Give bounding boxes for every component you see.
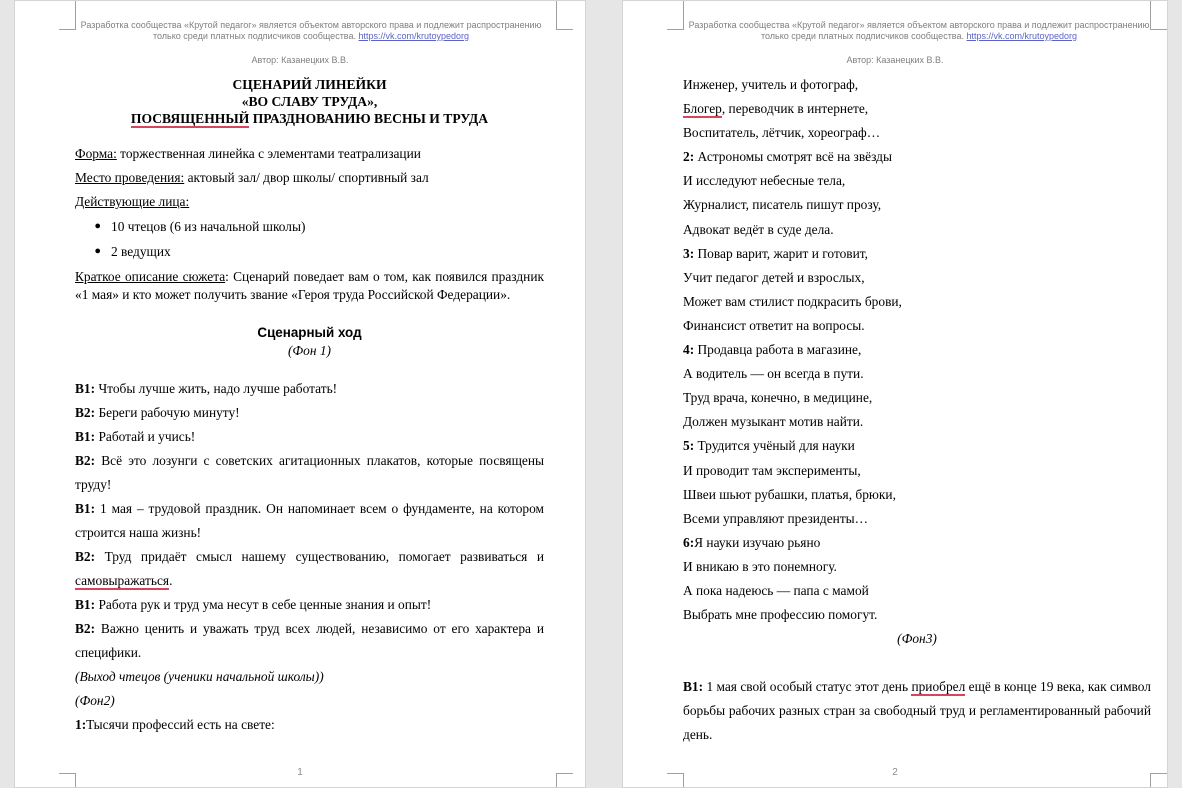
verse-text: Инженер, учитель и фотограф,: [683, 77, 859, 92]
verse-text: , переводчик в интернете,: [721, 101, 869, 117]
place-label: Место проведения:: [75, 170, 185, 185]
speaker-label: В1:: [75, 381, 96, 396]
verse-line: [683, 218, 1151, 242]
header-notice: [679, 20, 1159, 42]
dialogue-text: .: [169, 573, 173, 588]
verse-line: [683, 314, 1151, 338]
stage-direction: (Выход чтецов (ученики начальной школы)): [75, 669, 324, 684]
document-page-1: [14, 0, 586, 788]
header-notice-line2: только среди платных подписчиков сообщества.: [760, 31, 967, 41]
verse-line: [683, 266, 1151, 290]
verse-text: Я науки изучаю рьяно: [694, 534, 821, 550]
verse-text: Журналист, писатель пишут прозу,: [683, 197, 882, 213]
list-item: [75, 239, 544, 264]
dialogue-line: [683, 675, 1151, 747]
dialogue-text: 1 мая свой особый статус этот день: [703, 679, 912, 695]
community-link[interactable]: https://vk.com/krutoypedorg: [966, 31, 1078, 41]
verse-line: [683, 242, 1151, 266]
speaker-label: В2:: [75, 549, 96, 564]
header-notice-line2: только среди платных подписчиков сообщества.: [152, 31, 359, 41]
spellcheck-word[interactable]: самовыражаться: [75, 573, 170, 588]
verse-line: [683, 338, 1151, 362]
title-line-1: СЦЕНАРИЙ ЛИНЕЙКИ: [232, 77, 387, 92]
reader-number: 5:: [683, 438, 695, 454]
verse-line: [683, 579, 1151, 603]
verse-line: [683, 193, 1151, 217]
speaker-label: В2:: [75, 453, 96, 468]
verse-line: [683, 145, 1151, 169]
verse-line: [683, 121, 1151, 145]
cast-label: Действующие лица:: [75, 194, 190, 209]
dialogue-line: [75, 497, 544, 545]
cast-item: 10 чтецов (6 из начальной школы): [111, 219, 306, 234]
verse-text: Учит педагог детей и взрослых,: [683, 269, 865, 285]
form-label: Форма:: [75, 146, 117, 161]
dialogue-line: [75, 377, 544, 401]
verse-text: Астрономы смотрят всё на звёзды: [694, 149, 892, 165]
verse-text: Адвокат ведёт в суде дела.: [683, 221, 834, 237]
verse-line: [683, 410, 1151, 434]
verse-text: Труд врача, конечно, в медицине,: [683, 390, 873, 406]
verse-line: [683, 507, 1151, 531]
bullet-icon: ●: [94, 245, 101, 257]
margin-corner-mark: [556, 1, 573, 30]
section-title: Сценарный ход: [257, 325, 362, 340]
dialogue-text: Работай и учись!: [95, 429, 196, 444]
verse-text: И исследуют небесные тела,: [683, 173, 846, 189]
place-line: [75, 166, 544, 190]
bullet-icon: ●: [94, 220, 101, 232]
dialogue-line: [75, 593, 544, 617]
verse-text: Выбрать мне профессию помогут.: [683, 607, 878, 623]
verse-line: [683, 531, 1151, 555]
dialogue-text: Береги рабочую минуту!: [95, 405, 240, 420]
header-notice: [71, 20, 551, 42]
dialogue-text: Важно ценить и уважать труд всех людей, независимо от его характера и специфики.: [75, 621, 544, 660]
verse-text: Трудится учёный для науки: [694, 438, 855, 454]
verse-text: Воспитатель, лётчик, хореограф…: [683, 125, 881, 141]
verse-text: И вникаю в это понемногу.: [683, 558, 837, 574]
verse-line: [683, 555, 1151, 579]
plot-label: Краткое описание сюжета: [75, 269, 226, 284]
dialogue-line: [75, 449, 544, 497]
spellcheck-word[interactable]: Блогер: [683, 101, 722, 117]
verse-text: Повар варит, жарит и готовит,: [694, 245, 868, 261]
place-value: актовый зал/ двор школы/ спортивный зал: [184, 170, 429, 185]
background-note: (Фон3): [897, 631, 937, 647]
verse-line: [683, 290, 1151, 314]
verse-text: Всеми управляют президенты…: [683, 510, 869, 526]
dialogue-text: 1 мая – трудовой праздник. Он напоминает всем о фундаменте, на котором строится наша жизнь!: [75, 501, 544, 540]
author-line: Автор: Казанецких В.В.: [251, 55, 349, 65]
verse-text: А пока надеюсь — папа с мамой: [683, 582, 869, 598]
dialogue-text: Работа рук и труд ума несут в себе ценные знания и опыт!: [95, 597, 432, 612]
verse-line: [683, 386, 1151, 410]
dialogue-line: [75, 713, 544, 737]
verse-line: [683, 97, 1151, 121]
verse-line: [683, 362, 1151, 386]
reader-number: 2:: [683, 149, 695, 165]
dialogue-text: ещё в конце 19 века, как символ борьбы рабочих разных стран за свободный труд и регламентированный рабочий день.: [683, 679, 1151, 743]
list-item: [75, 214, 544, 239]
cast-item: 2 ведущих: [111, 244, 171, 259]
page-number: 2: [892, 767, 898, 778]
verse-text: Может вам стилист подкрасить брови,: [683, 293, 902, 309]
reader-number: 3:: [683, 245, 695, 261]
header-notice-line1: Разработка сообщества «Крутой педагог» является объектом авторского права и подлежит распространению: [80, 20, 542, 30]
reader-number: 6:: [683, 534, 695, 550]
plot-text: : Сценарий поведает вам о том, как появился праздник «1 мая» и кто может получить звание «Героя труда Российской Федерации».: [75, 269, 544, 302]
community-link[interactable]: https://vk.com/krutoypedorg: [358, 31, 470, 41]
author-line: Автор: Казанецких В.В.: [846, 55, 944, 65]
page-number: 1: [297, 767, 303, 778]
dialogue-line: [75, 425, 544, 449]
dialogue-line: [75, 617, 544, 665]
page2-content: [683, 73, 1151, 747]
dialogue-text: Чтобы лучше жить, надо лучше работать!: [95, 381, 338, 396]
speaker-label: 1:: [75, 717, 87, 732]
verse-text: И проводит там эксперименты,: [683, 462, 861, 478]
dialogue-text: Труд придаёт смысл нашему существованию, помогает развиваться и: [95, 549, 544, 564]
dialogue-text: Тысячи профессий есть на свете:: [86, 717, 275, 732]
verse-line: [683, 434, 1151, 458]
document-page-2: [622, 0, 1168, 788]
speaker-label: В1:: [683, 679, 704, 695]
background-note: (Фон2): [75, 693, 115, 708]
form-line: [75, 142, 544, 166]
verse-line: [683, 483, 1151, 507]
title-line-3: ПРАЗДНОВАНИЮ ВЕСНЫ И ТРУДА: [249, 111, 489, 126]
page1-content: [75, 76, 544, 737]
verse-block: [683, 73, 1151, 627]
speaker-label: В2:: [75, 621, 96, 636]
reader-number: 4:: [683, 342, 695, 358]
spellcheck-word[interactable]: приобрел: [911, 679, 966, 695]
plot-description: [75, 268, 544, 304]
verse-text: Должен музыкант мотив найти.: [683, 414, 864, 430]
verse-text: Продавца работа в магазине,: [694, 342, 862, 358]
verse-line: [683, 603, 1151, 627]
dialogue-line: [75, 401, 544, 425]
header-notice-line1: Разработка сообщества «Крутой педагог» является объектом авторского права и подлежит распространению: [688, 20, 1150, 30]
verse-line: [683, 169, 1151, 193]
spellcheck-word[interactable]: ПОСВЯЩЕННЫЙ: [130, 111, 250, 126]
dialogue-line: [75, 545, 544, 593]
dialogue-block: [75, 377, 544, 737]
verse-text: А водитель — он всегда в пути.: [683, 366, 864, 382]
dialogue-text: Всё это лозунги с советских агитационных плакатов, которые посвящены труду!: [75, 453, 544, 492]
verse-line: [683, 73, 1151, 97]
script-title: [75, 76, 544, 127]
speaker-label: В2:: [75, 405, 96, 420]
speaker-label: В1:: [75, 501, 96, 516]
speaker-label: В1:: [75, 429, 96, 444]
title-line-2: «ВО СЛАВУ ТРУДА»,: [241, 94, 378, 109]
speaker-label: В1:: [75, 597, 96, 612]
cast-heading: [75, 190, 544, 214]
form-value: торжественная линейка с элементами театрализации: [116, 146, 421, 161]
background-note: (Фон 1): [287, 343, 332, 358]
verse-text: Финансист ответит на вопросы.: [683, 317, 865, 333]
verse-text: Швеи шьют рубашки, платья, брюки,: [683, 486, 896, 502]
verse-line: [683, 459, 1151, 483]
